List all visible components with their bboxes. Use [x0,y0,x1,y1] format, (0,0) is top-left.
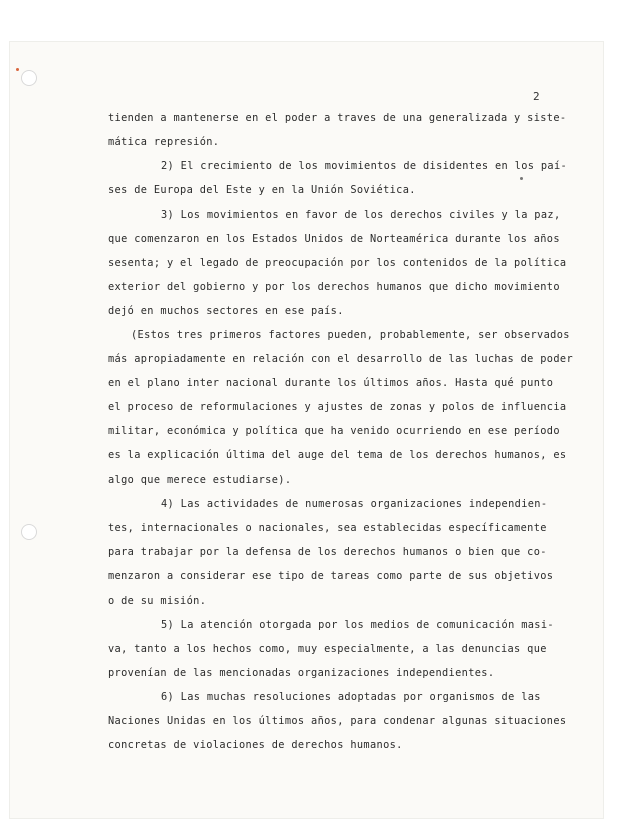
text-line: en el plano inter nacional durante los últimos años. Hasta qué punto [108,377,554,389]
text-line: menzaron a considerar ese tipo de tareas como parte de sus objetivos [108,570,554,582]
text-line: (Estos tres primeros factores pueden, probablemente, ser observados [131,329,570,341]
text-line: algo que merece estudiarse). [108,474,292,486]
text-line: tes, internacionales o nacionales, sea establecidas específicamente [108,522,547,534]
text-line: 6) Las muchas resoluciones adoptadas por organismos de las [161,691,541,703]
text-line: 5) La atención otorgada por los medios de comunicación masi- [161,619,554,631]
text-line: 3) Los movimientos en favor de los derechos civiles y la paz, [161,209,561,221]
text-line: provenían de las mencionadas organizaciones independientes. [108,667,495,679]
text-line: ses de Europa del Este y en la Unión Soviética. [108,184,416,196]
text-line: es la explicación última del auge del tema de los derechos humanos, es [108,449,567,461]
text-line: que comenzaron en los Estados Unidos de Norteamérica durante los años [108,233,560,245]
text-line: militar, económica y política que ha venido ocurriendo en ese período [108,425,560,437]
text-line: o de su misión. [108,595,207,607]
text-line: 2) El crecimiento de los movimientos de disidentes en los paí- [161,160,568,172]
text-line: tienden a mantenerse en el poder a traves de una generalizada y siste- [108,112,567,124]
text-line: el proceso de reformulaciones y ajustes de zonas y polos de influencia [108,401,567,413]
text-line: exterior del gobierno y por los derechos humanos que dicho movimiento [108,281,560,293]
binder-hole-top [21,70,37,86]
text-line: para trabajar por la defensa de los derechos humanos o bien que co- [108,546,547,558]
text-line: 4) Las actividades de numerosas organizaciones independien- [161,498,548,510]
text-line: mática represión. [108,136,220,148]
binder-hole-bottom [21,524,37,540]
text-line: concretas de violaciones de derechos humanos. [108,739,403,751]
text-line: sesenta; y el legado de preocupación por los contenidos de la política [108,257,567,269]
text-line: va, tanto a los hechos como, muy especialmente, a las denuncias que [108,643,547,655]
text-line: más apropiadamente en relación con el desarrollo de las luchas de poder [108,353,573,365]
page-number: 2 [533,90,540,103]
ink-speck [520,177,523,180]
text-line: Naciones Unidas en los últimos años, para condenar algunas situaciones [108,715,567,727]
text-line: dejó en muchos sectores en ese país. [108,305,344,317]
red-speck [16,68,19,71]
